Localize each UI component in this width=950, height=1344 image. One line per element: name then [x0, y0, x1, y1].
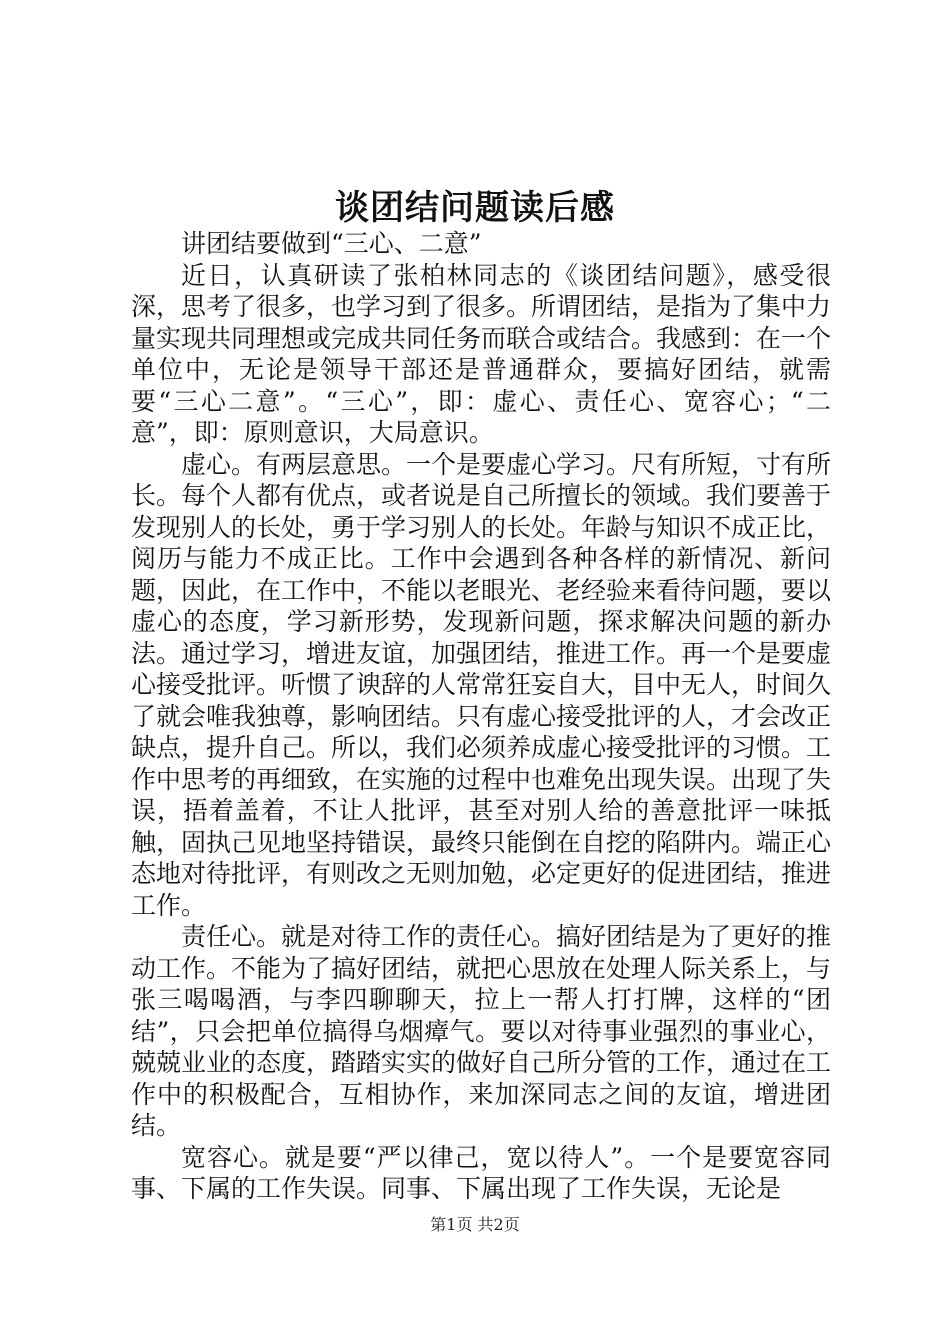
- paragraph-tolerance: 宽容心。就是要“严以律己，宽以待人”。一个是要宽容同事、下属的工作失误。同事、下属出现了工作失误，无论是: [131, 1142, 831, 1203]
- paragraph-intro: 近日，认真研读了张柏林同志的《谈团结问题》，感受很深，思考了很多，也学习到了很多。所谓团结，是指为了集中力量实现共同理想或完成共同任务而联合或结合。我感到：在一个单位中，无论是领导干部还是普通群众，要搞好团结，就需要“三心二意”。“三心”，即：虚心、责任心、宽容心；“二意”，即：原则意识，大局意识。: [131, 260, 832, 447]
- page-number-footer: 第1页 共2页: [430, 1215, 520, 1234]
- paragraph-responsibility: 责任心。就是对待工作的责任心。搞好团结是为了更好的推动工作。不能为了搞好团结，就把心思放在处理人际关系上，与张三喝喝酒，与李四聊聊天，拉上一帮人打打牌，这样的“团结”，只会把单位搞得乌烟瘴气。要以对待事业强烈的事业心，兢兢业业的态度，踏踏实实的做好自己所分管的工作，通过在工作中的积极配合，互相协作，来加深同志之间的友谊，增进团结。: [131, 922, 832, 1140]
- paragraph-humility: 虚心。有两层意思。一个是要虚心学习。尺有所短，寸有所长。每个人都有优点，或者说是自己所擅长的领域。我们要善于发现别人的长处，勇于学习别人的长处。年龄与知识不成正比，阅历与能力不成正比。工作中会遇到各种各样的新情况、新问题，因此，在工作中，不能以老眼光、老经验来看待问题，要以虚心的态度，学习新形势，发现新问题，探求解决问题的新办法。通过学习，增进友谊，加强团结，推进工作。再一个是要虚心接受批评。听惯了谀辞的人常常狂妄自大，目中无人，时间久了就会唯我独尊，影响团结。只有虚心接受批评的人，才会改正缺点，提升自己。所以，我们必须养成虚心接受批评的习惯。工作中思考的再细致，在实施的过程中也难免出现失误。出现了失误，捂着盖着，不让人批评，甚至对别人给的善意批评一味抵触，固执己见地坚持错误，最终只能倒在自挖的陷阱内。端正心态地对待批评，有则改之无则加勉，必定更好的促进团结，推进工作。: [131, 449, 832, 920]
- paragraph-subtitle: 讲团结要做到“三心、二意”: [181, 229, 482, 258]
- document-title: 谈团结问题读后感: [335, 188, 615, 228]
- document-body: [131, 228, 831, 1205]
